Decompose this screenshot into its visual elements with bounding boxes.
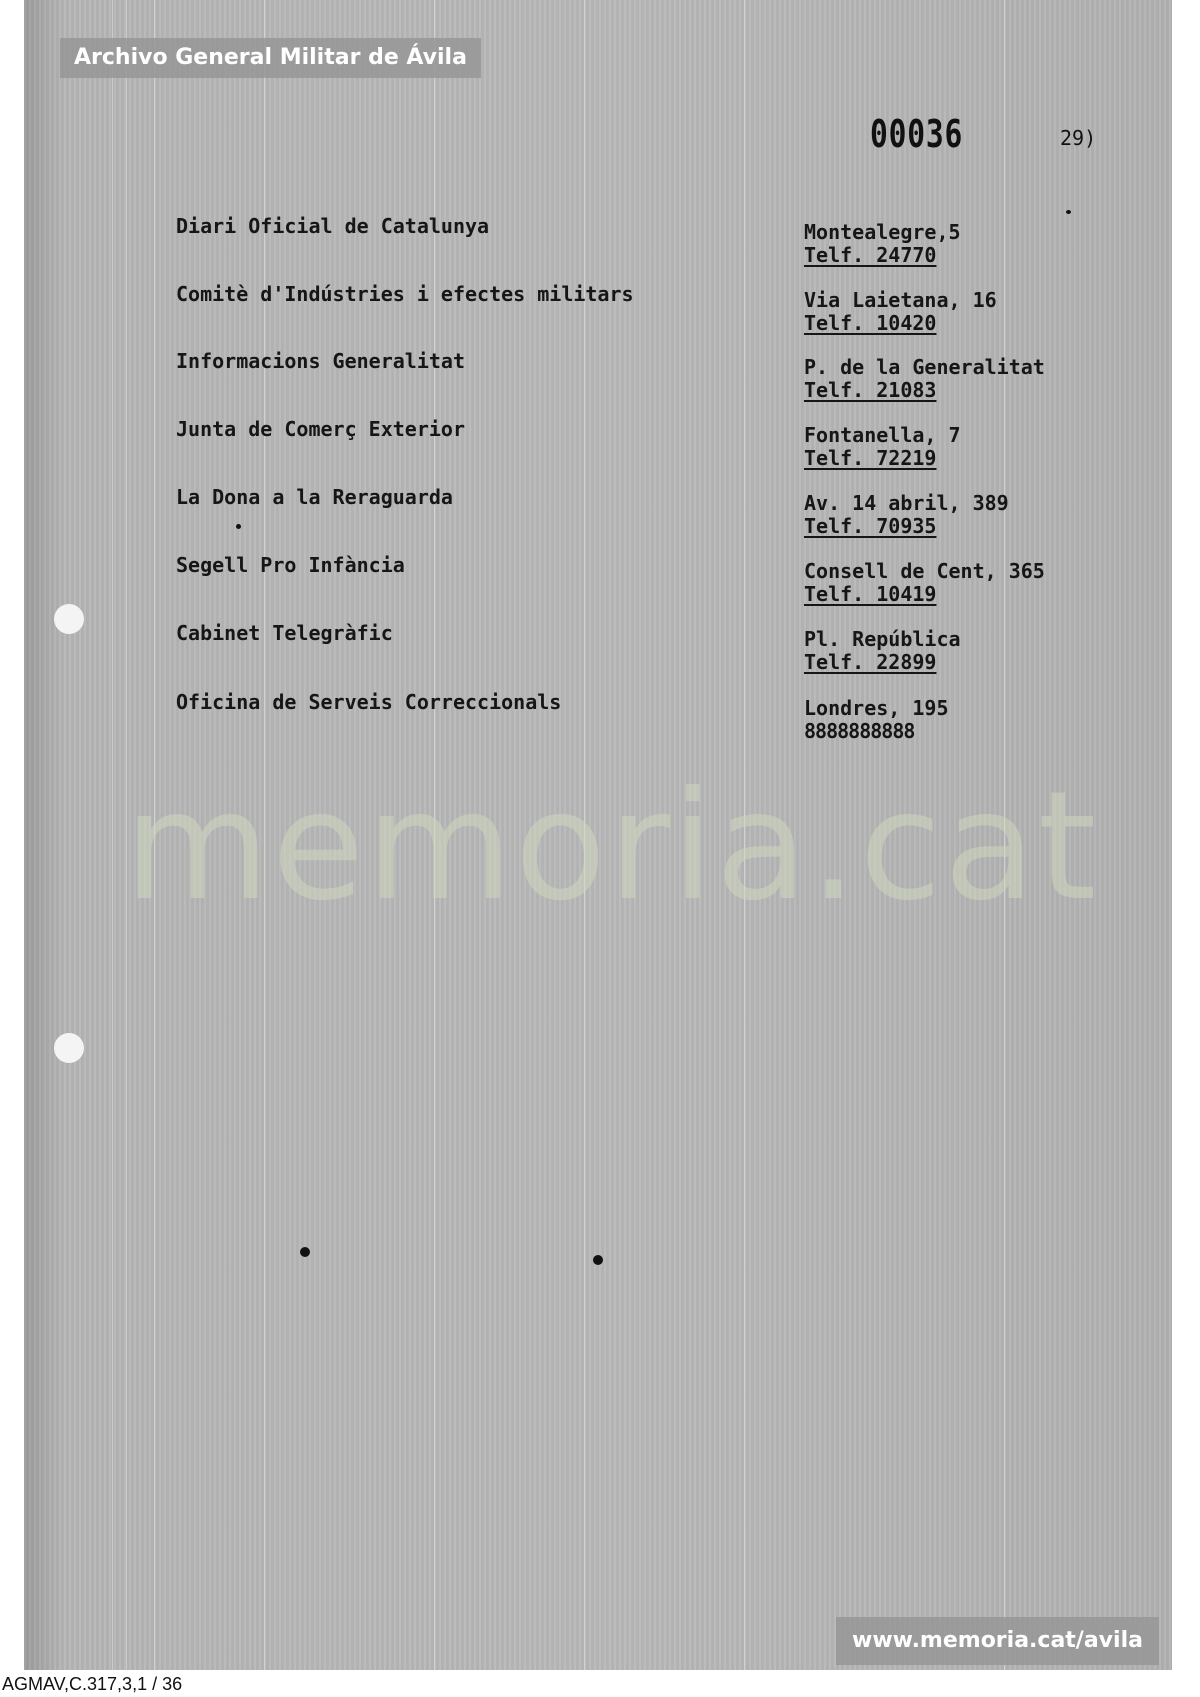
phone-number: Telf. 70935	[804, 514, 937, 538]
organization-name: Diari Oficial de Catalunya	[176, 214, 490, 238]
ink-speck	[593, 1255, 603, 1265]
directory-entry	[24, 349, 1172, 409]
source-link: www.memoria.cat/avila	[836, 1617, 1159, 1665]
organization-name: Segell Pro Infància	[176, 553, 405, 577]
organization-name: Cabinet Telegràfic	[176, 621, 393, 645]
phone-number: Telf. 10419	[804, 582, 937, 606]
directory-entry	[24, 621, 1172, 681]
directory-entry	[24, 417, 1172, 477]
ink-speck	[300, 1247, 310, 1257]
directory-entry	[24, 690, 1172, 750]
phone-number: 8888888888	[804, 719, 915, 743]
address: Via Laietana, 16	[804, 288, 997, 312]
organization-name: La Dona a la Reraguarda	[176, 485, 453, 509]
directory-entry	[24, 485, 1172, 545]
phone-number: Telf. 22899	[804, 650, 937, 674]
address: P. de la Generalitat	[804, 355, 1045, 379]
phone-number: Telf. 72219	[804, 446, 937, 470]
address: Fontanella, 7	[804, 423, 961, 447]
phone-number: Telf. 10420	[804, 311, 937, 335]
directory-entry	[24, 553, 1172, 613]
folio-number: 00036	[870, 112, 964, 156]
archive-reference: AGMAV,C.317,3,1 / 36	[2, 1674, 183, 1694]
phone-number: Telf. 21083	[804, 378, 937, 402]
watermark: memoria.cat	[124, 760, 1099, 934]
directory-entry	[24, 282, 1172, 342]
punch-hole	[54, 1033, 84, 1063]
organization-name: Junta de Comerç Exterior	[176, 417, 465, 441]
directory-entry	[24, 214, 1172, 274]
address: Av. 14 abril, 389	[804, 491, 1009, 515]
address: Consell de Cent, 365	[804, 559, 1045, 583]
scanned-sheet	[24, 0, 1172, 1670]
archive-header: Archivo General Militar de Ávila	[60, 38, 481, 78]
organization-name: Comitè d'Indústries i efectes militars	[176, 282, 634, 306]
organization-name: Informacions Generalitat	[176, 349, 465, 373]
page-number: 29)	[1060, 126, 1097, 150]
address: Montealegre,5	[804, 220, 961, 244]
address: Londres, 195	[804, 696, 949, 720]
address: Pl. República	[804, 627, 961, 651]
organization-name: Oficina de Serveis Correccionals	[176, 690, 562, 714]
phone-number: Telf. 24770	[804, 243, 937, 267]
